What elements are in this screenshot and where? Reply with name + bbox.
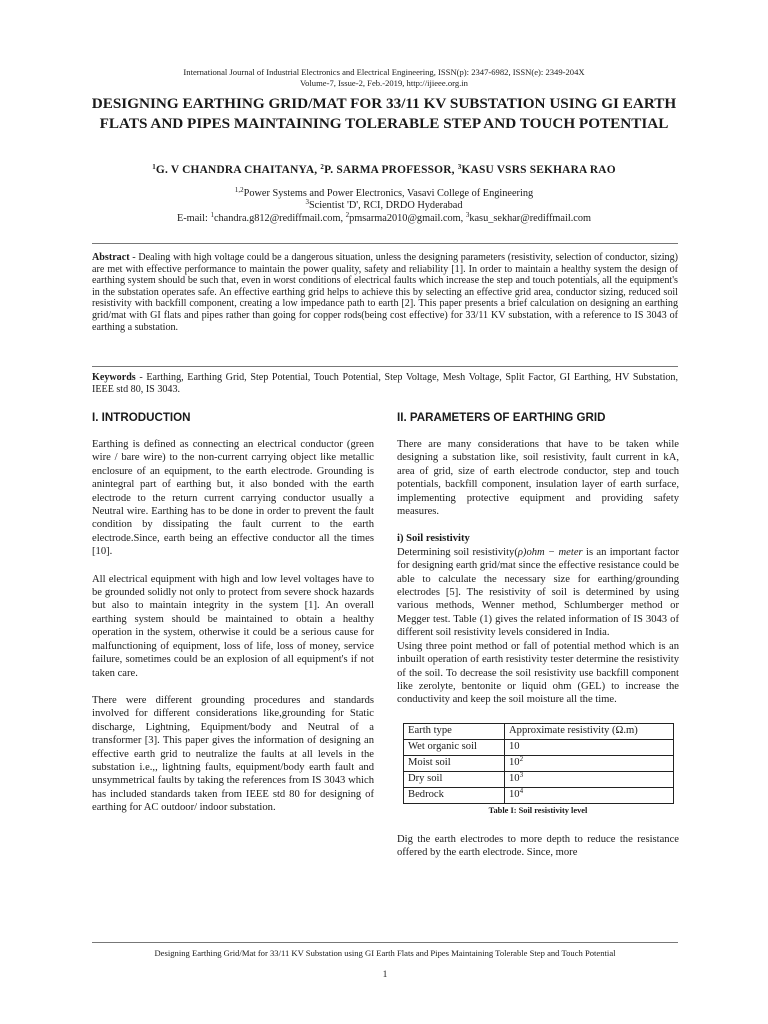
journal-header [90,67,678,89]
journal-line: International Journal of Industrial Electronics and Electrical Engineering, ISSN(p): 2347-6982, ISSN(e): 2349-204X [183,67,585,77]
earth-type-cell: Dry soil [404,771,505,787]
email-3-number: 3 [465,210,470,219]
running-footer: Designing Earthing Grid/Mat for 33/11 KV Substation using GI Earth Flats and Pipes Maintaining Tolerable Step and Touch Potential [154,948,616,958]
right-column [397,410,679,860]
page-number: 1 [382,970,388,980]
soil-resistivity-subheading: i) Soil resistivity [397,533,470,545]
earth-type-cell: Wet organic soil [404,739,505,755]
divider-top [92,243,678,244]
abstract-label: Abstract [92,252,130,263]
author-3-number: 3 [457,163,462,171]
email-1-number: 1 [210,210,214,219]
author-2-name: P. SARMA PROFESSOR, [324,164,458,176]
email-1: chandra.g812@rediffmail.com, [213,212,346,224]
author-1-name: G. V CHANDRA CHAITANYA, [155,164,321,176]
keywords [92,372,678,395]
earth-type-cell: Bedrock [404,787,505,803]
electrode-depth-paragraph: Dig the earth electrodes to more depth to reduce the resistance offered by the earth electrode. Since, more [397,833,679,859]
affiliation-1-number: 1,2 [234,186,244,194]
email-2: pmsarma2010@gmail.com, [349,212,466,224]
email-label: E-mail: [176,212,211,224]
table-row [404,787,674,803]
intro-paragraph-2: All electrical equipment with high and low level voltages have to be grounded solidly not only to protect from severe shock hazards but also to maintain integrity in the system [1]. An overall earthing system should be maintained to obtain a healthy operation in the system, otherwise it could be a serious cause for malfunctioning of equipment, loss of life, loss of money, service failure, sometimes could be an explosion of all equipment's if not taken care. [92,573,374,679]
author-2-number: 2 [320,163,325,171]
parameters-paragraph-1: There are many considerations that have to be taken while designing a substation like, soil resistivity, fault current in kA, area of grid, size of earth electrode conductor, step and touch potentials, backfill component, insulation layer of earth surface, implementing protective equipment and providing safety measures. [397,439,679,518]
resistivity-base: 10 [509,773,520,785]
earth-type-cell: Moist soil [404,755,505,771]
resistivity-exponent: 4 [519,787,524,796]
table-caption: Table I: Soil resistivity level [488,805,588,815]
table-header-earth-type: Earth type [404,723,505,739]
intro-paragraph-1: Earthing is defined as connecting an electrical conductor (green wire / bare wire) to the non-current carrying object like metallic enclosure of an equipment, to the earth electrode. Grounding is anintegral part of earthing but, it also bonded with the earth electrode to the return current carrying conductor usually a Neutral wire. Earthing has to be done in order to prevent the fault condition by dissipating the fault current to the earth electrode.Since, earth being an effective conductor all the times [10]. [92,439,374,558]
resistivity-exponent: 2 [519,755,524,764]
email-3: kasu_sekhar@rediffmail.com [469,212,592,224]
table-header-row [404,723,674,739]
soil-resistivity-paragraph [397,546,679,640]
table-row [404,739,674,755]
affiliation-1 [120,188,648,200]
email-line [120,210,648,225]
resistivity-exponent: 3 [519,771,524,780]
table-row [404,755,674,771]
paper-title: DESIGNING EARTHING GRID/MAT FOR 33/11 KV SUBSTATION USING GI EARTH FLATS AND PIPES MAINTAINING TOLERABLE STEP AND TOUCH POTENTIAL [91,95,677,132]
table-row [404,771,674,787]
intro-paragraph-3: There were different grounding procedures and standards involved for different considerations like,grounding for Static discharge, Lightning, Equipment/body and Neutral of a transformer [3]. This paper gives the information of designing an effective earth grid to neutralize the faults at all levels in the substation i.e.,, lightning faults, equipment/body earth fault and unsymmetrical faults by taking the references from IS 3043 which has included standards taken from IEEE std 80 for designing of earthing for AC outdoor/ indoor substation. [92,694,374,814]
resistivity-cell [505,787,674,803]
soil-text-start: Determining soil resistivity( [397,546,518,558]
affiliation-2-number: 3 [305,198,309,207]
author-list [88,164,680,176]
affiliations [120,188,648,225]
table-header-resistivity: Approximate resistivity (Ω.m) [505,723,674,739]
soil-text-end: is an important factor for designing earth grid/mat since the effective resistance could be able to calculate the necessary size for earthing/grounding electrodes [5]. The resistivity of soil is determined by using various methods, Wenner method, Schlumberger method or Megger test. Table (1) gives the related information of IS 3043 of different soil resistivity levels considered in India. [397,546,679,639]
resistivity-base: 10 [509,757,520,769]
resistivity-base: 10 [509,789,520,801]
divider-footer [92,942,678,943]
soil-resistivity-table [403,723,674,804]
resistivity-base: 10 [509,741,520,753]
resistivity-cell [505,739,674,755]
affiliation-2 [120,200,648,212]
author-3-name: KASU VSRS SEKHARA RAO [461,164,616,176]
abstract-text: - Dealing with high voltage could be a dangerous situation, unless the designing parameters (resistivity, selection of conductor, sizing) are met with effective performance to maintain the power quality, safety and reliability [1]. In order to maintain a healthy system the design of earthing system should be such that, even in worst conditions of electrical faults which increase the step and touch potentials, all the equipment's in the substation operates safe. An effective earthing grid helps to achieve this by selecting an effective grid area, conductor sizing, reduced soil resistivity with backfill component, creating a low impedance path to earth [2]. This paper presents a brief calculation on designing an earthing grid/mat with GI flats and pipes rather than going for copper rods(being cost effective) for 33/11 KV substation, with a reference to IS 3043 of earthing a substation. [92,252,678,333]
author-1-number: 1 [152,163,156,171]
section-introduction-heading: I. INTRODUCTION [92,411,191,424]
keywords-label: Keywords [92,372,136,383]
section-parameters-heading: II. PARAMETERS OF EARTHING GRID [397,411,606,424]
resistivity-cell [505,755,674,771]
resistivity-formula: ρ)ohm − meter [517,546,583,558]
resistivity-method-paragraph: Using three point method or fall of potential method which is an inbuilt operation of earth resistivity tester determine the resistivity of the soil. To decrease the soil resistivity use backfill component like zerolyte, bentonite or liquid ohm (GEL) to increase the conductivity and keep the soil moisture all the time. [397,640,679,706]
left-column [92,410,374,829]
volume-line: Volume-7, Issue-2, Feb.-2019, http://ijieee.org.in [300,78,468,88]
affiliation-1-text: Power Systems and Power Electronics, Vasavi College of Engineering [243,188,534,199]
affiliation-2-text: Scientist 'D', RCI, DRDO Hyderabad [308,200,463,212]
divider-keywords [92,366,678,367]
keywords-text: - Earthing, Earthing Grid, Step Potential, Touch Potential, Step Voltage, Mesh Voltage, Split Factor, GI Earthing, HV Substation, IEEE std 80, IS 3043. [92,372,678,395]
email-2-number: 2 [345,210,350,219]
abstract [92,252,678,333]
resistivity-cell [505,771,674,787]
